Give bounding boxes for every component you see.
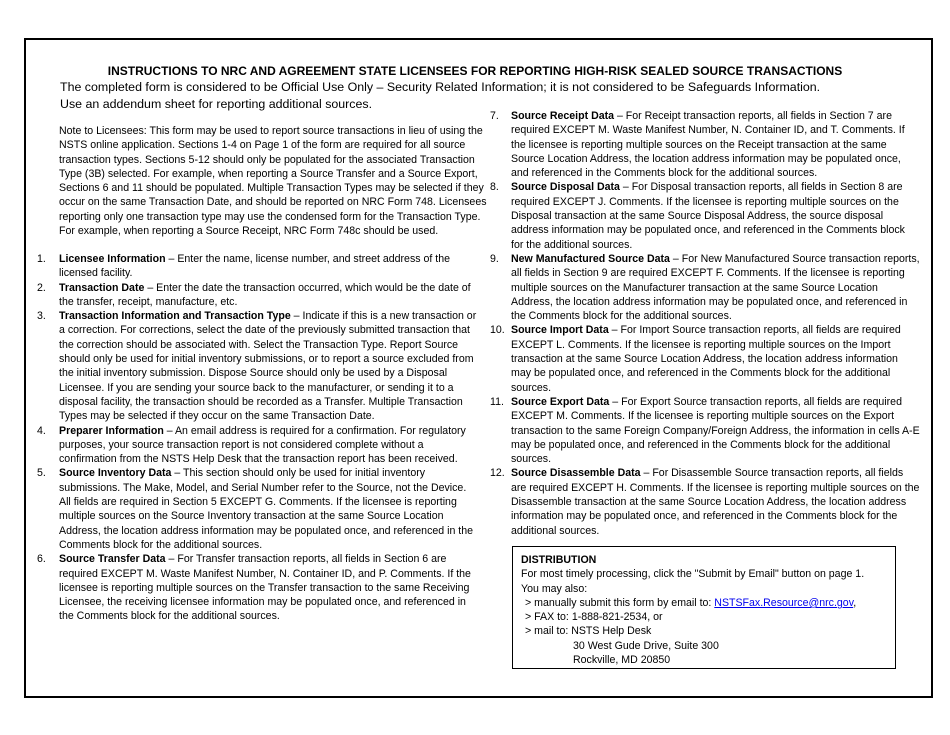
mail-address-line: 30 West Gude Drive, Suite 300	[573, 639, 719, 652]
note-to-licensees: Note to Licensees: This form may be used to report source transactions in lieu of using the NSTS online application. Sections 1-4 on Page 1 of the form are required for all source transaction types. Sections 5-12 should only be populated for the associated Transaction Type (3B) selected. For example, when reporting a Source Transfer and a Source Export, Sections 6 and 11 should be populated. Multiple Transaction Types may be selected if they occur on the same Transaction Date, and should be reported on NRC Form 748. Licensees reporting only one transaction type may use the condensed form for the Transaction Type. For example, when reporting a Source Receipt, NRC Form 748c should be used.	[59, 125, 487, 238]
instruction-item: 12. Source Disassemble Data – For Disassemble Source transaction reports, all fields are required EXCEPT H. Comments. If the licensee is reporting multiple sources on the Disassemble transaction at the same Source Location Address, the location address information may be populated once, and referenced in the Comments block for the additional sources.	[490, 467, 920, 537]
instruction-item: 6. Source Transfer Data – For Transfer transaction reports, all fields in Section 6 are required EXCEPT M. Waste Manifest Number, N. Container ID, and P. Comments. If the licensee is reporting multiple sources on the Transfer transaction to the same Receiving Licensee, the receiving licensee information may be populated once, and referenced in the Comments block for the additional sources.	[37, 553, 471, 623]
email-link[interactable]: NSTSFax.Resource@nrc.gov	[714, 596, 854, 609]
instruction-item: 2. Transaction Date – Enter the date the transaction occurred, which would be the date of the transfer, receipt, manufacture, etc.	[37, 281, 471, 308]
distribution-box	[512, 546, 896, 669]
instruction-item: 1. Licensee Information – Enter the name, license number, and street address of the licensed facility.	[37, 253, 450, 280]
instruction-item: 4. Preparer Information – An email address is required for a confirmation. For regulatory purposes, your source transaction report is not considered complete without a confirmation from the NSTS Help Desk that the transaction report has been received.	[37, 424, 466, 466]
distribution-mail-line: > mail to: NSTS Help Desk	[525, 625, 652, 638]
instruction-item: 10. Source Import Data – For Import Source transaction reports, all fields are required EXCEPT L. Comments. If the licensee is reporting multiple sources on the Import transaction at the same Source Location Address, the location address information may be populated once, and referenced in the Comments block for the additional sources.	[490, 324, 901, 394]
instructions-left-column	[37, 252, 477, 624]
page-title: INSTRUCTIONS TO NRC AND AGREEMENT STATE LICENSEES FOR REPORTING HIGH-RISK SEALED SOURCE TRANSACTIONS	[107, 64, 843, 78]
distribution-email-line: > manually submit this form by email to: NSTSFax.Resource@nrc.gov,	[525, 596, 857, 609]
instruction-item: 8. Source Disposal Data – For Disposal transaction reports, all fields in Section 8 are required EXCEPT J. Comments. If the licensee is reporting multiple sources on the Disposal transaction at the same Source Disposal Address, the source disposal address information may be populated once, and referenced in the Comments block for the additional sources.	[490, 181, 905, 251]
instructions-right-column	[490, 109, 920, 538]
instruction-item: 3. Transaction Information and Transaction Type – Indicate if this is a new transaction or a correction. For corrections, select the date of the previously submitted transaction that the correction should be associated with. Select the Transaction Type. Report Source should only be used for initial inventory submissions, or to report a source excluded from the initial inventory submission. Dispose Source should only be used by a Disposal Licensee. If you are sending your source back to the manufacturer, or sending it to a disposal facility, the transaction should be recorded as a Transfer. Multiple Transaction Types may be selected if they occur on the same Transaction Date.	[37, 310, 477, 423]
distribution-fax-line: > FAX to: 1-888-821-2534, or	[525, 611, 663, 624]
instruction-item: 9. New Manufactured Source Data – For New Manufactured Source transaction reports, all fields in Section 9 are required EXCEPT F. Comments. If the licensee is reporting multiple sources on the Manufacturer transaction at the same Source Location Address, the location address information may be populated once, and referenced in the Comments block for the additional sources.	[490, 252, 920, 323]
instruction-item: 5. Source Inventory Data – This section should only be used for initial inventory submissions. The Make, Model, and Serial Number refer to the Source, not the Device. All fields are required in Section 5 EXCEPT G. Comments. If the licensee is reporting multiple sources on the Source Inventory transaction at the same Source Location Address, the location address information may be populated once, and referenced in the Comments block for the additional sources.	[37, 467, 474, 551]
subtitle-addendum: Use an addendum sheet for reporting additional sources.	[60, 97, 373, 111]
instruction-item: 11. Source Export Data – For Export Source transaction reports, all fields are required EXCEPT M. Comments. If the licensee is reporting multiple sources on the Export transaction to the same Foreign Company/Foreign Address, the information in cells A-E may be populated once, and referenced in the Comments block for the additional sources.	[490, 395, 920, 466]
distribution-line: For most timely processing, click the "Submit by Email" button on page 1.	[521, 568, 865, 581]
distribution-line: You may also:	[521, 582, 588, 595]
distribution-heading: DISTRIBUTION	[521, 554, 597, 566]
instruction-item: 7. Source Receipt Data – For Receipt transaction reports, all fields in Section 7 are required EXCEPT M. Waste Manifest Number, N. Container ID, and T. Comments. If the licensee is reporting multiple sources on the Receipt transaction at the same Source Location Address, the location address information may be populated once, and referenced in the Comments block for the additional sources.	[490, 110, 905, 180]
subtitle-security: The completed form is considered to be Official Use Only – Security Related Information; it is not considered to be Safeguards Information.	[60, 80, 821, 94]
mail-address-line: Rockville, MD 20850	[573, 654, 671, 667]
